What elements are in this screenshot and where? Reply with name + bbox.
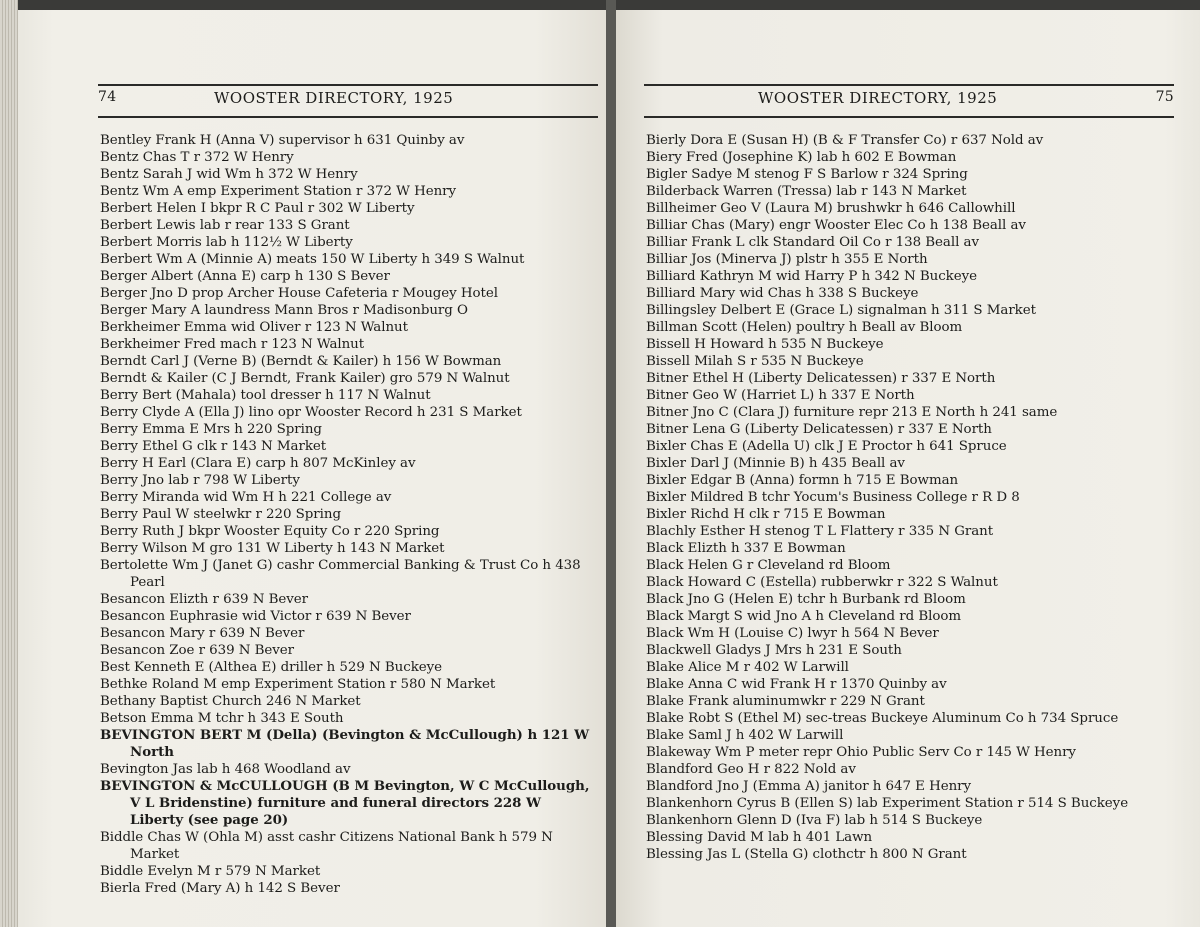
running-title: WOOSTER DIRECTORY, 1925 [758, 89, 998, 107]
directory-entry: Berkheimer Fred mach r 123 N Walnut [100, 337, 365, 352]
directory-entry: Bixler Darl J (Minnie B) h 435 Beall av [646, 456, 905, 471]
directory-entry: Blackwell Gladys J Mrs h 231 E South [646, 643, 902, 658]
directory-entry: Berbert Helen I bkpr R C Paul r 302 W Liberty [100, 201, 415, 216]
header-rule [644, 84, 1174, 86]
directory-entry: Betson Emma M tchr h 343 E South [100, 711, 344, 726]
directory-entry: Besancon Euphrasie wid Victor r 639 N Bever [100, 609, 411, 624]
directory-entry: Bilderback Warren (Tressa) lab r 143 N Market [646, 184, 967, 199]
directory-entry: Berndt & Kailer (C J Berndt, Frank Kailer) gro 579 N Walnut [100, 371, 510, 386]
directory-entry: Blake Robt S (Ethel M) sec-treas Buckeye Aluminum Co h 734 Spruce [646, 711, 1119, 726]
directory-entry: Billingsley Delbert E (Grace L) signalman h 311 S Market [646, 303, 1036, 318]
directory-entry: Bentz Wm A emp Experiment Station r 372 W Henry [100, 184, 457, 199]
directory-entry: Blake Anna C wid Frank H r 1370 Quinby av [646, 677, 947, 692]
directory-entry: Blake Frank aluminumwkr r 229 N Grant [646, 694, 925, 709]
directory-entry: Bentley Frank H (Anna V) supervisor h 631 Quinby av [100, 133, 465, 148]
directory-entry: Besancon Mary r 639 N Bever [100, 626, 305, 641]
directory-entry: Bitner Geo W (Harriet L) h 337 E North [646, 388, 915, 403]
running-title: WOOSTER DIRECTORY, 1925 [214, 89, 454, 107]
directory-entry: Berry Clyde A (Ella J) lino opr Wooster Record h 231 S Market [100, 405, 522, 420]
directory-entry: Bertolette Wm J (Janet G) cashr Commercial Banking & Trust Co h 438 Pearl [100, 558, 581, 590]
header-rule [644, 116, 1174, 118]
directory-entry: Billiar Frank L clk Standard Oil Co r 138 Beall av [646, 235, 979, 250]
directory-entry: Berbert Morris lab h 112½ W Liberty [100, 235, 353, 250]
directory-entry: Berry Bert (Mahala) tool dresser h 117 N Walnut [100, 388, 431, 403]
directory-entry: Black Howard C (Estella) rubberwkr r 322 S Walnut [646, 575, 998, 590]
directory-entry: Biddle Chas W (Ohla M) asst cashr Citizens National Bank h 579 N Market [100, 830, 553, 862]
directory-entry: Billiar Jos (Minerva J) plstr h 355 E North [646, 252, 928, 267]
directory-entry: Blessing Jas L (Stella G) clothctr h 800 N Grant [646, 847, 967, 862]
directory-entry: Bentz Sarah J wid Wm h 372 W Henry [100, 167, 358, 182]
directory-entry: Biery Fred (Josephine K) lab h 602 E Bowman [646, 150, 957, 165]
directory-entry: Berry Wilson M gro 131 W Liberty h 143 N Market [100, 541, 445, 556]
directory-listing [646, 132, 1176, 863]
directory-entry: Berry Paul W steelwkr r 220 Spring [100, 507, 341, 522]
directory-entry: Blachly Esther H stenog T L Flattery r 335 N Grant [646, 524, 994, 539]
directory-entry: Bevington Jas lab h 468 Woodland av [100, 762, 351, 777]
directory-entry: Blankenhorn Glenn D (Iva F) lab h 514 S Buckeye [646, 813, 983, 828]
directory-entry: Berkheimer Emma wid Oliver r 123 N Walnut [100, 320, 408, 335]
left-page-header [98, 84, 598, 118]
directory-entry: Black Wm H (Louise C) lwyr h 564 N Bever [646, 626, 939, 641]
directory-entry: Blandford Geo H r 822 Nold av [646, 762, 856, 777]
directory-entry: Bixler Mildred B tchr Yocum's Business College r R D 8 [646, 490, 1020, 505]
page-edges [0, 0, 18, 927]
directory-entry: Berry Ruth J bkpr Wooster Equity Co r 220 Spring [100, 524, 440, 539]
directory-entry: Bixler Richd H clk r 715 E Bowman [646, 507, 886, 522]
directory-entry: Black Margt S wid Jno A h Cleveland rd Bloom [646, 609, 962, 624]
directory-entry: Bitner Ethel H (Liberty Delicatessen) r 337 E North [646, 371, 996, 386]
directory-entry: Bigler Sadye M stenog F S Barlow r 324 Spring [646, 167, 968, 182]
directory-entry: Billiard Kathryn M wid Harry P h 342 N Buckeye [646, 269, 977, 284]
directory-entry: Besancon Zoe r 639 N Bever [100, 643, 295, 658]
directory-entry: Blankenhorn Cyrus B (Ellen S) lab Experiment Station r 514 S Buckeye [646, 796, 1129, 811]
directory-entry: Blakeway Wm P meter repr Ohio Public Serv Co r 145 W Henry [646, 745, 1076, 760]
directory-entry: Bethke Roland M emp Experiment Station r 580 N Market [100, 677, 496, 692]
directory-entry: Bethany Baptist Church 246 N Market [100, 694, 361, 709]
header-rule [98, 84, 598, 86]
directory-entry: Berger Albert (Anna E) carp h 130 S Bever [100, 269, 390, 284]
directory-entry: Berry Emma E Mrs h 220 Spring [100, 422, 322, 437]
directory-entry: Bitner Lena G (Liberty Delicatessen) r 337 E North [646, 422, 992, 437]
directory-entry: BEVINGTON BERT M (Della) (Bevington & McCullough) h 121 W North [100, 727, 590, 760]
page-number: 74 [98, 89, 117, 105]
directory-entry: Blessing David M lab h 401 Lawn [646, 830, 873, 845]
directory-entry: Black Elizth h 337 E Bowman [646, 541, 846, 556]
directory-entry: Berbert Wm A (Minnie A) meats 150 W Liberty h 349 S Walnut [100, 252, 525, 267]
directory-entry: Berger Jno D prop Archer House Cafeteria r Mougey Hotel [100, 286, 498, 301]
left-page [18, 10, 606, 927]
directory-entry: Besancon Elizth r 639 N Bever [100, 592, 308, 607]
directory-entry: Blake Saml J h 402 W Larwill [646, 728, 844, 743]
directory-entry: Berry Jno lab r 798 W Liberty [100, 473, 300, 488]
directory-listing [100, 132, 598, 897]
directory-entry: Black Helen G r Cleveland rd Bloom [646, 558, 891, 573]
directory-entry: Billiar Chas (Mary) engr Wooster Elec Co h 138 Beall av [646, 218, 1026, 233]
directory-entry: Blake Alice M r 402 W Larwill [646, 660, 849, 675]
directory-entry: Best Kenneth E (Althea E) driller h 529 N Buckeye [100, 660, 443, 675]
directory-entry: Billheimer Geo V (Laura M) brushwkr h 646 Callowhill [646, 201, 1016, 216]
directory-entry: Bixler Edgar B (Anna) formn h 715 E Bowman [646, 473, 959, 488]
directory-entry: Bixler Chas E (Adella U) clk J E Proctor h 641 Spruce [646, 439, 1007, 454]
right-page [616, 10, 1200, 927]
directory-entry: Berry H Earl (Clara E) carp h 807 McKinley av [100, 456, 416, 471]
directory-entry: Billman Scott (Helen) poultry h Beall av Bloom [646, 320, 963, 335]
header-rule [98, 116, 598, 118]
right-page-header [644, 84, 1174, 118]
page-number: 75 [1155, 89, 1174, 105]
directory-entry: Bissell Milah S r 535 N Buckeye [646, 354, 864, 369]
directory-entry: Bissell H Howard h 535 N Buckeye [646, 337, 884, 352]
directory-entry: Bentz Chas T r 372 W Henry [100, 150, 294, 165]
directory-entry: Billiard Mary wid Chas h 338 S Buckeye [646, 286, 919, 301]
directory-entry: Bierla Fred (Mary A) h 142 S Bever [100, 881, 340, 896]
directory-entry: Bitner Jno C (Clara J) furniture repr 213 E North h 241 same [646, 405, 1058, 420]
directory-entry: Blandford Jno J (Emma A) janitor h 647 E Henry [646, 779, 972, 794]
directory-entry: Berndt Carl J (Verne B) (Berndt & Kailer) h 156 W Bowman [100, 354, 502, 369]
directory-entry: Berry Ethel G clk r 143 N Market [100, 439, 327, 454]
directory-entry: BEVINGTON & McCULLOUGH (B M Bevington, W C McCullough, V L Bridenstine) furniture and funeral directors 228 W Liberty (see page 20) [100, 778, 590, 828]
directory-entry: Bierly Dora E (Susan H) (B & F Transfer Co) r 637 Nold av [646, 133, 1044, 148]
directory-entry: Berbert Lewis lab r rear 133 S Grant [100, 218, 350, 233]
directory-entry: Biddle Evelyn M r 579 N Market [100, 864, 321, 879]
book-gutter [606, 0, 616, 927]
directory-entry: Berry Miranda wid Wm H h 221 College av [100, 490, 392, 505]
directory-entry: Berger Mary A laundress Mann Bros r Madisonburg O [100, 303, 468, 318]
directory-entry: Black Jno G (Helen E) tchr h Burbank rd Bloom [646, 592, 966, 607]
